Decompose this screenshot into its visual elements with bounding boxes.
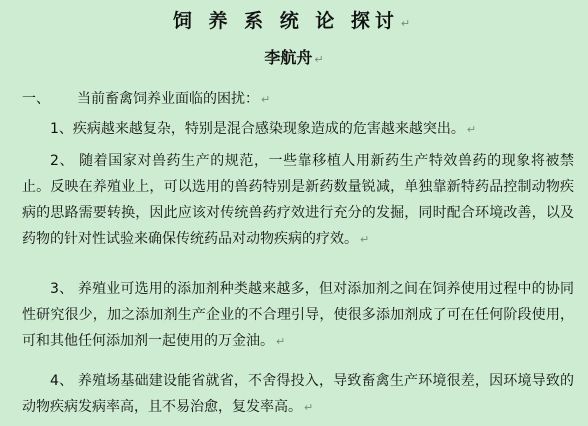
section-heading-text: 当前畜禽饲养业面临的困扰： <box>77 91 259 107</box>
paragraph-mark-icon: ↵ <box>304 401 314 414</box>
paragraph-1 <box>22 116 574 143</box>
paragraph-mark-icon: ↵ <box>314 53 324 66</box>
paragraph-text: 2、 随着国家对兽药生产的规范，一些靠移植人用新药生产特效兽药的现象将被禁止。反映在养殖业上，可以选用的兽药特别是新药数量锐减，单独靠新特药品控制动物疾病的思路需要转换，因此应该对传统兽药疗效进行充分的发掘，同时配合环境改善，以及药物的针对性试验来确保传统药品对动物疾病的疗效。 <box>22 153 574 247</box>
paragraph-mark-icon: ↵ <box>466 123 477 136</box>
paragraph-3 <box>22 276 574 355</box>
author-name <box>0 46 588 72</box>
paragraph-mark-icon: ↵ <box>400 17 416 30</box>
paragraph-mark-icon: ↵ <box>276 335 286 348</box>
section-heading <box>22 88 270 111</box>
document-title <box>0 8 588 37</box>
author-text: 李航舟 <box>264 48 313 67</box>
paragraph-text: 1、疾病越来越复杂，特别是混合感染现象造成的危害越来越突出。 <box>50 121 465 137</box>
paragraph-text: 3、 养殖业可选用的添加剂种类越来越多，但对添加剂之间在饲养使用过程中的协同性研究很少，加之添加剂生产企业的不合理引导，使很多添加剂成了可在任何阶段使用，可和其他任何添加剂一起使用的万金油。 <box>22 281 574 349</box>
title-text: 饲 养 系 统 论 探讨 <box>172 10 399 32</box>
paragraph-4 <box>22 368 574 421</box>
paragraph-text: 4、 养殖场基础建设能省就省，不舍得投入，导致畜禽生产环境很差，因环境导致的动物疾病发病率高，且不易治愈，复发率高。 <box>22 373 574 415</box>
paragraph-2 <box>22 148 574 253</box>
paragraph-mark-icon: ↵ <box>261 93 271 106</box>
section-number: 一、 <box>22 91 50 107</box>
paragraph-mark-icon: ↵ <box>360 233 370 246</box>
